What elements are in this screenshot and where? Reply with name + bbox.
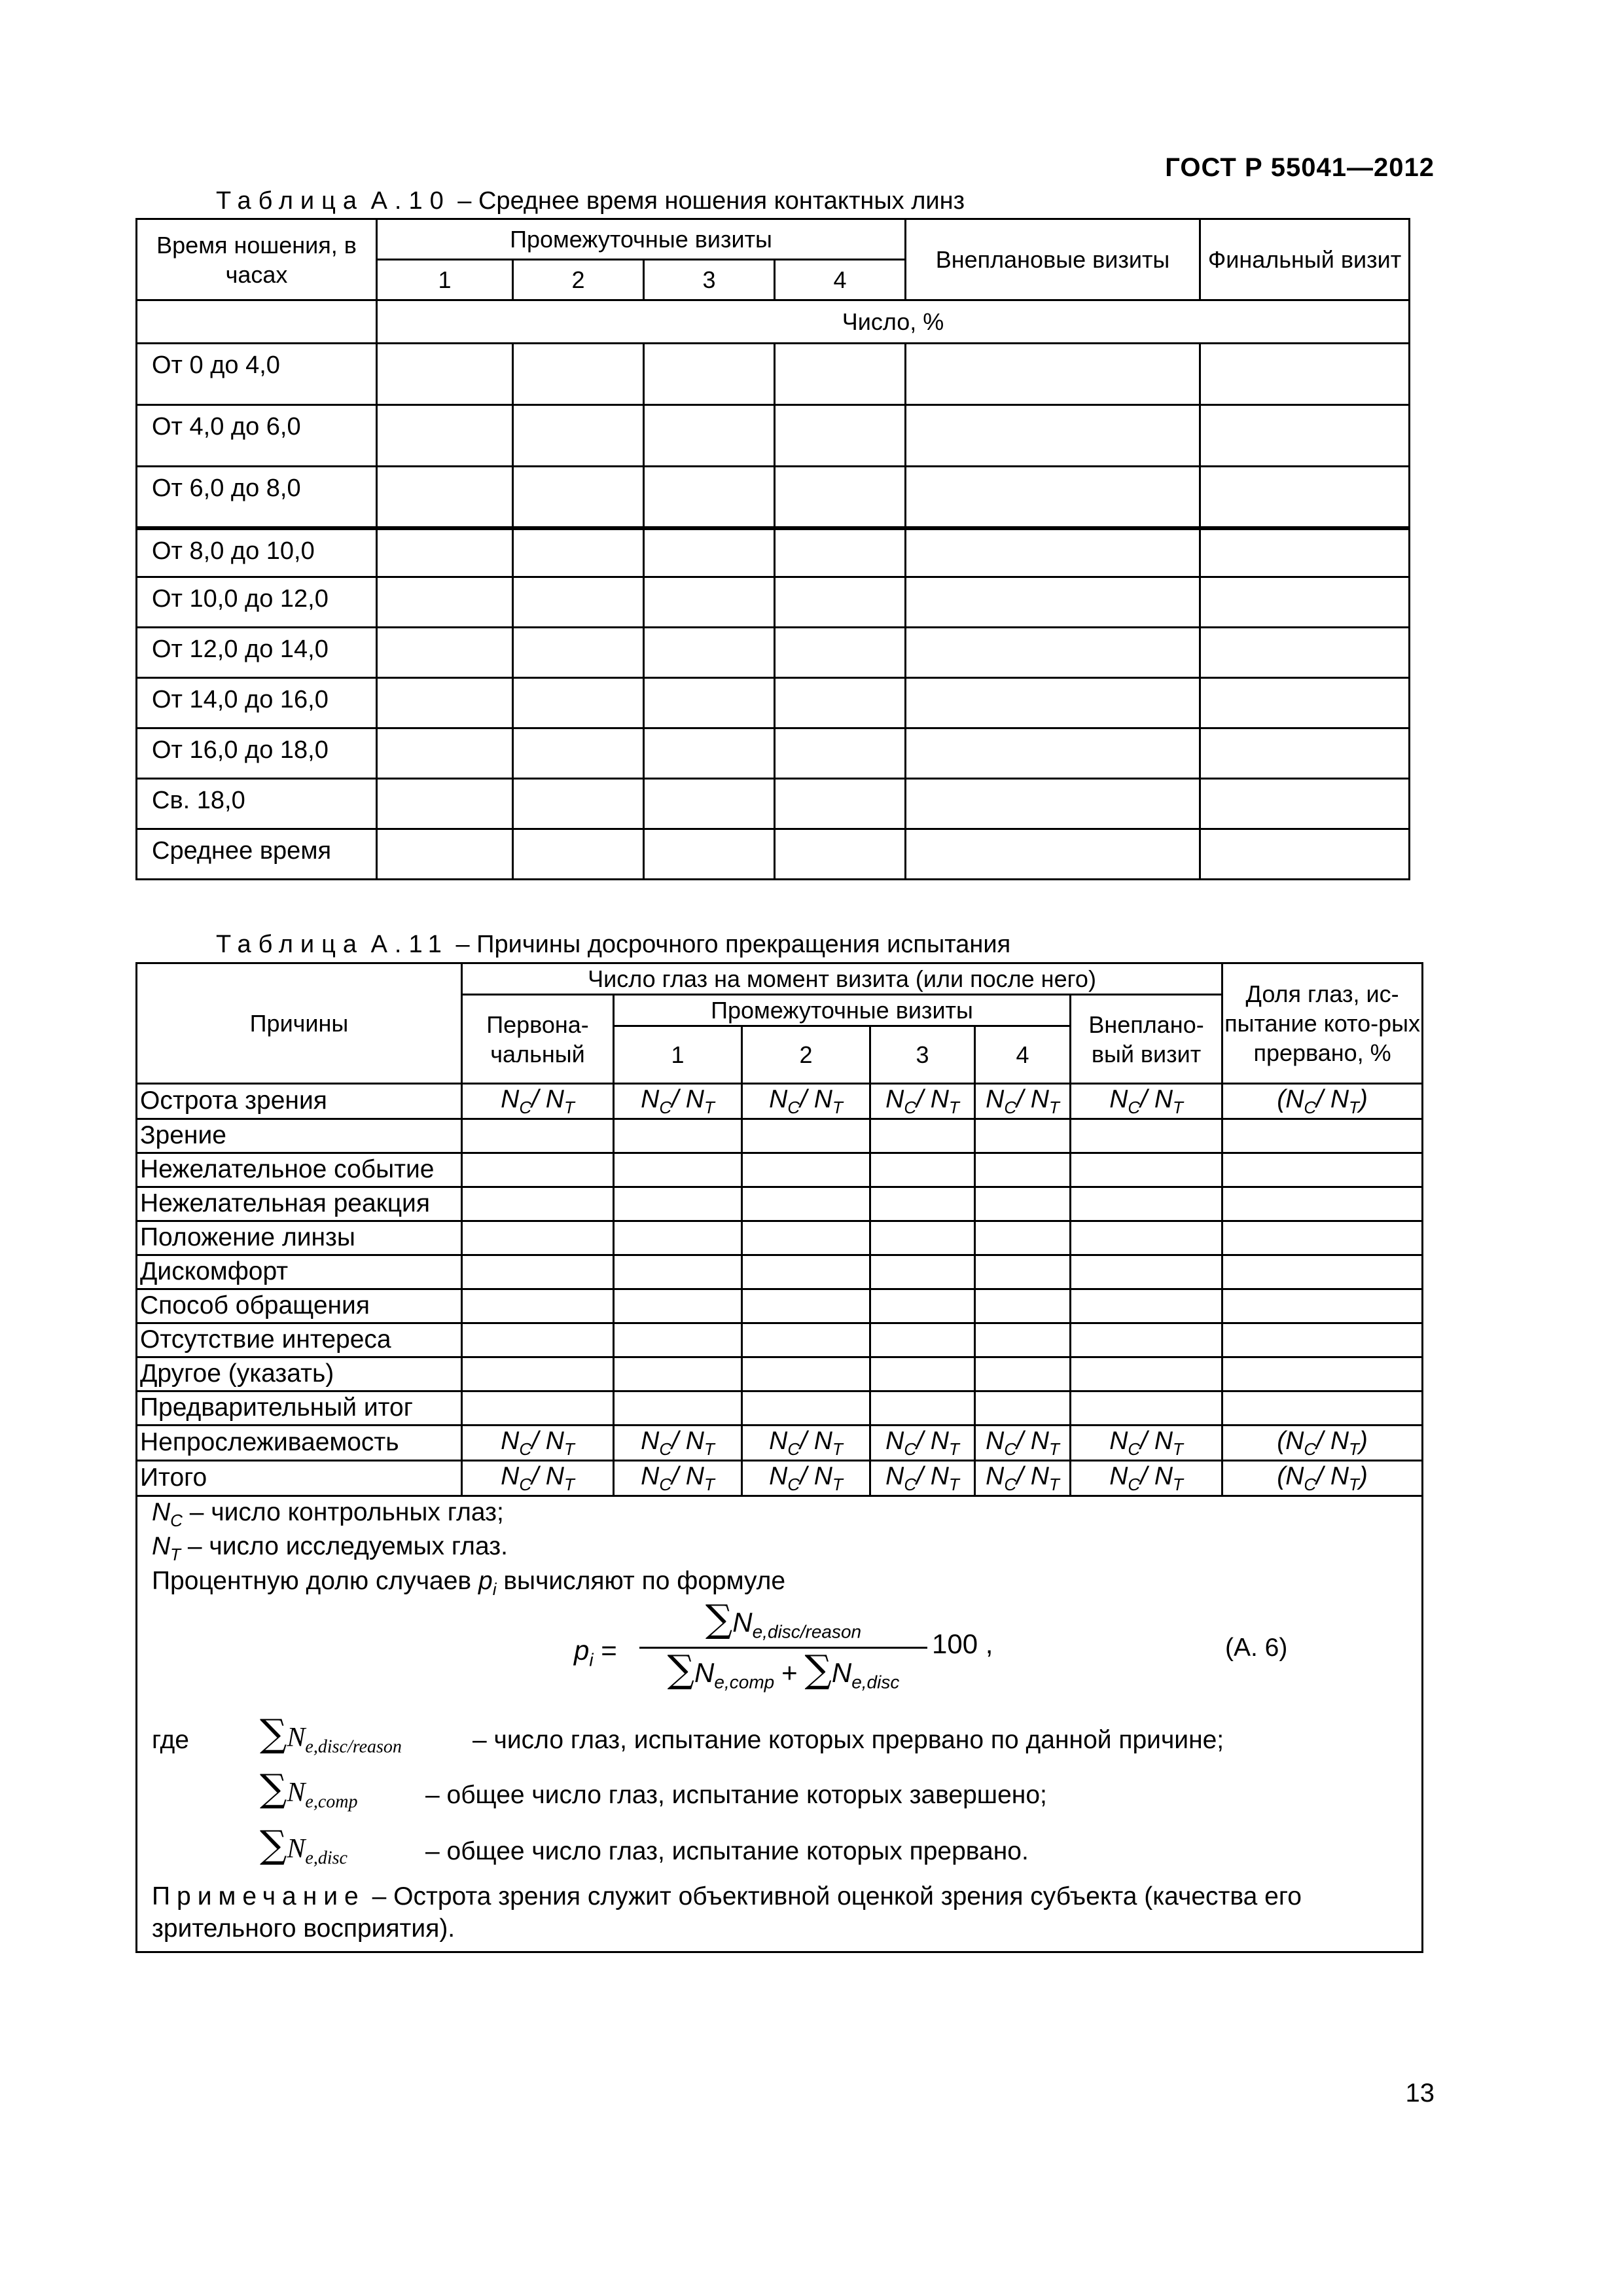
table-row bbox=[137, 1221, 1423, 1255]
table-row bbox=[137, 1187, 1423, 1221]
empty-cell bbox=[870, 1289, 975, 1323]
row-label: От 16,0 до 18,0 bbox=[137, 728, 377, 779]
col-unplanned-header: Внеплано-вый визит bbox=[1071, 995, 1222, 1084]
empty-cell bbox=[870, 1119, 975, 1153]
empty-cell bbox=[644, 577, 775, 628]
sum-disc: $\sum N_{e,disc}$ bbox=[260, 1821, 348, 1869]
reason-label: Отсутствие интереса bbox=[137, 1323, 462, 1357]
empty-cell bbox=[775, 344, 906, 405]
empty-cell bbox=[462, 1119, 614, 1153]
empty-cell bbox=[614, 1357, 742, 1391]
empty-cell bbox=[775, 829, 906, 880]
remark: Примечание – Острота зрения служит объективной оценкой зрения субъекта (качества его зрительного восприятия). bbox=[152, 1882, 1302, 1943]
empty-cell bbox=[513, 344, 644, 405]
interim-number: 4 bbox=[775, 260, 906, 300]
table-row bbox=[137, 1357, 1423, 1391]
empty-cell bbox=[377, 405, 513, 467]
empty-cell bbox=[975, 1323, 1071, 1357]
ratio-cell: $N_C/$ $N_T$ bbox=[870, 1425, 975, 1460]
empty-cell bbox=[742, 1289, 870, 1323]
empty-cell bbox=[742, 1153, 870, 1187]
empty-cell bbox=[1071, 1255, 1222, 1289]
table-row bbox=[137, 728, 1410, 779]
empty-cell bbox=[906, 467, 1200, 528]
ratio-cell: $N_C/$ $N_T$ bbox=[742, 1460, 870, 1496]
empty-cell bbox=[775, 678, 906, 728]
empty-cell bbox=[377, 344, 513, 405]
ratio-cell: $N_C/$ $N_T$ bbox=[462, 1425, 614, 1460]
empty-cell bbox=[975, 1391, 1071, 1425]
def-disc: – общее число глаз, испытание которых прервано. bbox=[425, 1837, 1029, 1865]
caption-number: А.10 bbox=[370, 187, 451, 215]
reason-label: Зрение bbox=[137, 1119, 462, 1153]
empty-cell bbox=[1200, 344, 1410, 405]
table-row bbox=[137, 344, 1410, 405]
empty-cell bbox=[870, 1357, 975, 1391]
empty-cell bbox=[1222, 1255, 1423, 1289]
empty-cell bbox=[377, 829, 513, 880]
ratio-cell: $N_C/$ $N_T$ bbox=[614, 1460, 742, 1496]
empty-cell bbox=[462, 1391, 614, 1425]
empty-cell bbox=[462, 1357, 614, 1391]
empty-cell bbox=[870, 1255, 975, 1289]
table-a11-caption bbox=[216, 931, 1010, 959]
empty-cell bbox=[1222, 1357, 1423, 1391]
empty-cell bbox=[1071, 1357, 1222, 1391]
interim-number: 3 bbox=[870, 1026, 975, 1084]
unit-row: Число, % bbox=[377, 300, 1410, 344]
empty-cell bbox=[906, 628, 1200, 678]
empty-cell bbox=[1071, 1153, 1222, 1187]
reason-label: Другое (указать) bbox=[137, 1357, 462, 1391]
fraction-denominator: $\sum N_{e,comp} + \sum N_{e,disc}$ bbox=[667, 1646, 900, 1693]
empty-cell bbox=[462, 1289, 614, 1323]
interim-number: 3 bbox=[644, 260, 775, 300]
table-row bbox=[137, 1323, 1423, 1357]
empty-cell bbox=[513, 678, 644, 728]
empty-cell bbox=[1222, 1187, 1423, 1221]
empty-cell bbox=[775, 405, 906, 467]
ratio-cell: $N_C/$ $N_T$ bbox=[975, 1425, 1071, 1460]
empty-cell bbox=[870, 1187, 975, 1221]
empty-cell bbox=[1222, 1289, 1423, 1323]
empty-cell bbox=[975, 1153, 1071, 1187]
empty-cell bbox=[513, 728, 644, 779]
empty-cell bbox=[906, 405, 1200, 467]
table-row bbox=[137, 528, 1410, 577]
empty-cell bbox=[775, 577, 906, 628]
empty-cell bbox=[906, 728, 1200, 779]
formula-intro: Процентную долю случаев $p_i$ вычисляют по формуле bbox=[152, 1566, 786, 1599]
ratio-cell: $N_C/$ $N_T$ bbox=[462, 1084, 614, 1119]
empty-cell bbox=[614, 1391, 742, 1425]
caption-prefix: Таблица bbox=[216, 931, 364, 958]
empty-cell bbox=[906, 528, 1200, 577]
row-label: От 0 до 4,0 bbox=[137, 344, 377, 405]
empty-cell bbox=[1200, 528, 1410, 577]
empty-cell bbox=[870, 1221, 975, 1255]
table-row bbox=[137, 1425, 1423, 1460]
empty-cell bbox=[644, 344, 775, 405]
fraction bbox=[639, 1596, 927, 1693]
ratio-cell: $N_C/$ $N_T$ bbox=[1071, 1425, 1222, 1460]
empty-cell bbox=[513, 467, 644, 528]
row-label: Среднее время bbox=[137, 829, 377, 880]
empty-cell bbox=[906, 344, 1200, 405]
reason-label: Нежелательное событие bbox=[137, 1153, 462, 1187]
ratio-cell: $N_C/$ $N_T$ bbox=[1071, 1084, 1222, 1119]
col-share-header: Доля глаз, ис-пытание кото-рых прервано, % bbox=[1222, 963, 1423, 1084]
empty-cell bbox=[614, 1289, 742, 1323]
row-label: От 6,0 до 8,0 bbox=[137, 467, 377, 528]
interim-number: 1 bbox=[377, 260, 513, 300]
empty-cell bbox=[1200, 829, 1410, 880]
empty-cell bbox=[742, 1187, 870, 1221]
reason-label: Предварительный итог bbox=[137, 1391, 462, 1425]
reason-label: Способ обращения bbox=[137, 1289, 462, 1323]
empty-cell bbox=[377, 628, 513, 678]
table-row bbox=[137, 628, 1410, 678]
empty-cell bbox=[742, 1391, 870, 1425]
empty-cell bbox=[1071, 1187, 1222, 1221]
empty-cell bbox=[513, 577, 644, 628]
col-final-header: Финальный визит bbox=[1200, 219, 1410, 300]
empty-cell bbox=[1200, 577, 1410, 628]
empty-cell bbox=[644, 405, 775, 467]
ratio-cell: $N_C/$ $N_T$ bbox=[870, 1084, 975, 1119]
col-interim-header: Промежуточные визиты bbox=[614, 995, 1071, 1026]
ratio-cell: $N_C/$ $N_T$ bbox=[614, 1084, 742, 1119]
empty-cell bbox=[513, 405, 644, 467]
interim-number: 2 bbox=[513, 260, 644, 300]
table-row bbox=[137, 1391, 1423, 1425]
empty-cell bbox=[975, 1357, 1071, 1391]
row-label: От 12,0 до 14,0 bbox=[137, 628, 377, 678]
col-eyes-header: Число глаз на момент визита (или после него) bbox=[462, 963, 1222, 995]
empty-cell bbox=[614, 1255, 742, 1289]
def-comp: – общее число глаз, испытание которых завершено; bbox=[425, 1780, 1047, 1809]
table-row bbox=[137, 779, 1410, 829]
unit-row-spacer bbox=[137, 300, 377, 344]
formula-number: (А. 6) bbox=[1225, 1633, 1288, 1662]
empty-cell bbox=[644, 829, 775, 880]
caption-title: – Причины досрочного прекращения испытания bbox=[455, 931, 1011, 958]
table-row bbox=[137, 1255, 1423, 1289]
empty-cell bbox=[614, 1187, 742, 1221]
sum-comp: $\sum N_{e,comp}$ bbox=[260, 1765, 358, 1812]
ratio-cell: ($N_C/$ $N_T$) bbox=[1222, 1425, 1423, 1460]
empty-cell bbox=[975, 1119, 1071, 1153]
empty-cell bbox=[644, 628, 775, 678]
empty-cell bbox=[906, 577, 1200, 628]
empty-cell bbox=[742, 1323, 870, 1357]
empty-cell bbox=[1222, 1153, 1423, 1187]
reason-label: Положение линзы bbox=[137, 1221, 462, 1255]
empty-cell bbox=[644, 779, 775, 829]
table-row bbox=[137, 405, 1410, 467]
reason-label: Непрослеживаемость bbox=[137, 1425, 462, 1460]
empty-cell bbox=[1071, 1289, 1222, 1323]
empty-cell bbox=[1200, 405, 1410, 467]
empty-cell bbox=[513, 829, 644, 880]
empty-cell bbox=[644, 728, 775, 779]
empty-cell bbox=[1071, 1323, 1222, 1357]
formula-p: $p_i$ = bbox=[574, 1634, 617, 1670]
empty-cell bbox=[377, 678, 513, 728]
ratio-cell: ($N_C/$ $N_T$) bbox=[1222, 1084, 1423, 1119]
ratio-cell: $N_C/$ $N_T$ bbox=[870, 1460, 975, 1496]
empty-cell bbox=[775, 779, 906, 829]
empty-cell bbox=[742, 1255, 870, 1289]
empty-cell bbox=[377, 577, 513, 628]
ratio-cell: $N_C/$ $N_T$ bbox=[742, 1084, 870, 1119]
empty-cell bbox=[775, 467, 906, 528]
empty-cell bbox=[513, 628, 644, 678]
empty-cell bbox=[906, 779, 1200, 829]
ratio-cell: $N_C/$ $N_T$ bbox=[742, 1425, 870, 1460]
col-interim-header: Промежуточные визиты bbox=[377, 219, 906, 260]
empty-cell bbox=[1222, 1119, 1423, 1153]
interim-number: 2 bbox=[742, 1026, 870, 1084]
empty-cell bbox=[775, 628, 906, 678]
sum-reason: $\sum N_{e,disc/reason}$ bbox=[260, 1710, 402, 1757]
empty-cell bbox=[742, 1119, 870, 1153]
nt-definition: $N_T$ – число исследуемых глаз. bbox=[152, 1532, 508, 1565]
interim-number: 4 bbox=[975, 1026, 1071, 1084]
nc-definition: $N_C$ – число контрольных глаз; bbox=[152, 1498, 504, 1530]
empty-cell bbox=[644, 678, 775, 728]
table-row bbox=[137, 1084, 1423, 1119]
empty-cell bbox=[1222, 1391, 1423, 1425]
row-label: От 4,0 до 6,0 bbox=[137, 405, 377, 467]
table-row bbox=[137, 467, 1410, 528]
table-row bbox=[137, 1153, 1423, 1187]
empty-cell bbox=[644, 467, 775, 528]
empty-cell bbox=[377, 779, 513, 829]
empty-cell bbox=[870, 1391, 975, 1425]
standard-number: ГОСТ Р 55041—2012 bbox=[1165, 153, 1435, 182]
ratio-cell: $N_C/$ $N_T$ bbox=[462, 1460, 614, 1496]
table-a11 bbox=[135, 962, 1423, 1953]
fraction-numerator: $\sum N_{e,disc/reason}$ bbox=[705, 1596, 862, 1642]
col-time-header: Время ношения, в часах bbox=[137, 219, 377, 300]
col-unplanned-header: Внеплановые визиты bbox=[906, 219, 1200, 300]
table-row bbox=[137, 1119, 1423, 1153]
caption-number: А.11 bbox=[370, 931, 449, 958]
row-label: Св. 18,0 bbox=[137, 779, 377, 829]
table-a10-caption bbox=[216, 187, 965, 215]
ratio-cell: ($N_C/$ $N_T$) bbox=[1222, 1460, 1423, 1496]
where-label: где bbox=[152, 1725, 189, 1754]
formula-multiplier: 100 , bbox=[932, 1628, 993, 1659]
table-a10 bbox=[135, 218, 1410, 880]
empty-cell bbox=[975, 1255, 1071, 1289]
caption-prefix: Таблица bbox=[216, 187, 364, 215]
empty-cell bbox=[1200, 728, 1410, 779]
empty-cell bbox=[462, 1255, 614, 1289]
def-reason: – число глаз, испытание которых прервано по данной причине; bbox=[473, 1725, 1224, 1754]
reason-label: Итого bbox=[137, 1460, 462, 1496]
empty-cell bbox=[1071, 1221, 1222, 1255]
empty-cell bbox=[462, 1323, 614, 1357]
table-row bbox=[137, 678, 1410, 728]
empty-cell bbox=[1200, 628, 1410, 678]
empty-cell bbox=[614, 1221, 742, 1255]
col-initial-header: Первона-чальный bbox=[462, 995, 614, 1084]
empty-cell bbox=[742, 1357, 870, 1391]
empty-cell bbox=[1200, 779, 1410, 829]
interim-number: 1 bbox=[614, 1026, 742, 1084]
empty-cell bbox=[462, 1221, 614, 1255]
row-label: От 14,0 до 16,0 bbox=[137, 678, 377, 728]
formula-definitions bbox=[152, 1710, 1421, 1881]
empty-cell bbox=[775, 728, 906, 779]
empty-cell bbox=[462, 1153, 614, 1187]
ratio-cell: $N_C/$ $N_T$ bbox=[975, 1084, 1071, 1119]
formula-a6 bbox=[152, 1596, 1421, 1714]
empty-cell bbox=[870, 1153, 975, 1187]
table-row bbox=[137, 829, 1410, 880]
empty-cell bbox=[975, 1289, 1071, 1323]
empty-cell bbox=[614, 1119, 742, 1153]
notes-cell bbox=[137, 1496, 1423, 1952]
empty-cell bbox=[614, 1323, 742, 1357]
notes bbox=[152, 1497, 1421, 1945]
empty-cell bbox=[1222, 1221, 1423, 1255]
page-number: 13 bbox=[1405, 2079, 1435, 2108]
empty-cell bbox=[906, 829, 1200, 880]
empty-cell bbox=[614, 1153, 742, 1187]
empty-cell bbox=[975, 1187, 1071, 1221]
empty-cell bbox=[1071, 1391, 1222, 1425]
table-row bbox=[137, 1289, 1423, 1323]
empty-cell bbox=[377, 467, 513, 528]
ratio-cell: $N_C/$ $N_T$ bbox=[1071, 1460, 1222, 1496]
empty-cell bbox=[462, 1187, 614, 1221]
empty-cell bbox=[644, 528, 775, 577]
empty-cell bbox=[377, 528, 513, 577]
empty-cell bbox=[377, 728, 513, 779]
empty-cell bbox=[906, 678, 1200, 728]
ratio-cell: $N_C/$ $N_T$ bbox=[614, 1425, 742, 1460]
reason-label: Нежелательная реакция bbox=[137, 1187, 462, 1221]
empty-cell bbox=[1200, 678, 1410, 728]
empty-cell bbox=[975, 1221, 1071, 1255]
row-label: От 10,0 до 12,0 bbox=[137, 577, 377, 628]
empty-cell bbox=[775, 528, 906, 577]
table-row bbox=[137, 577, 1410, 628]
empty-cell bbox=[1071, 1119, 1222, 1153]
empty-cell bbox=[513, 528, 644, 577]
empty-cell bbox=[1200, 467, 1410, 528]
reason-label: Дискомфорт bbox=[137, 1255, 462, 1289]
empty-cell bbox=[742, 1221, 870, 1255]
empty-cell bbox=[870, 1323, 975, 1357]
caption-title: – Среднее время ношения контактных линз bbox=[457, 187, 965, 215]
empty-cell bbox=[1222, 1323, 1423, 1357]
col-reasons-header: Причины bbox=[137, 963, 462, 1084]
table-row bbox=[137, 1460, 1423, 1496]
reason-label: Острота зрения bbox=[137, 1084, 462, 1119]
ratio-cell: $N_C/$ $N_T$ bbox=[975, 1460, 1071, 1496]
row-label: От 8,0 до 10,0 bbox=[137, 528, 377, 577]
empty-cell bbox=[513, 779, 644, 829]
